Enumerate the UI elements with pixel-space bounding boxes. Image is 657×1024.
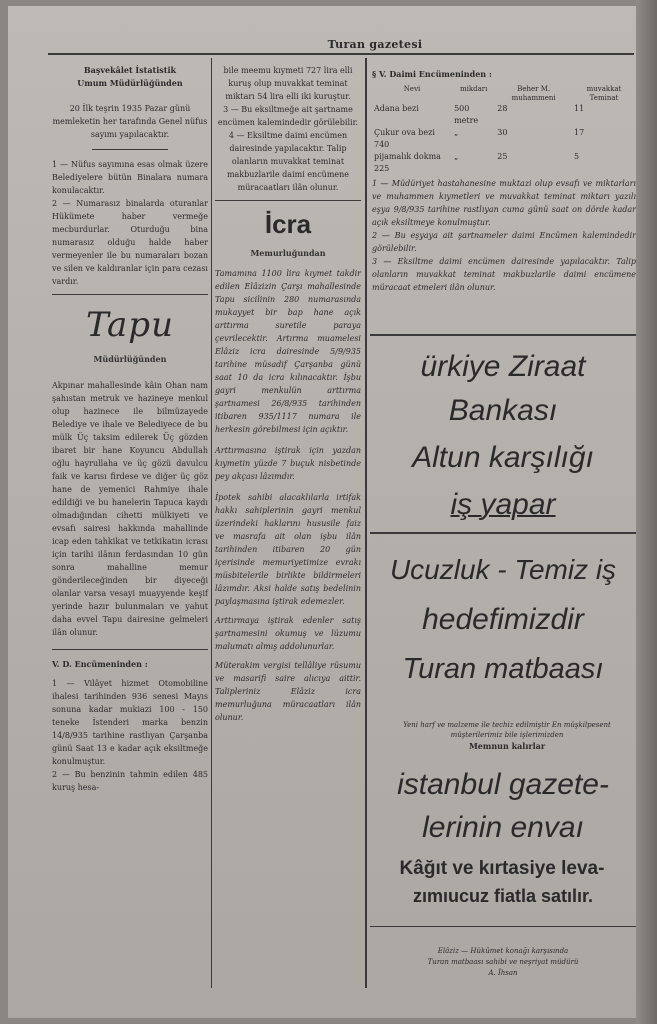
column-divider-2 [365,58,367,988]
column-3 [372,68,636,294]
column-divider-1 [211,58,212,988]
auction-item: 4 — Eksiltme daimi encümen dairesinde yapılacaktır. Talip olanların muvakkat teminat makbuzlarile daimi encümene müracaatları ilân olunur. [226,131,350,192]
encumen-item: 1 — Vilâyet hizmet Otomobiline ihalesi tarihinden 936 senesi Mayıs sonuna kadar mukiazi 100 - 150 teneke İstenderi marka benzin 14/8/935 tarihine rastlıyan Çarşanba günü Saat 13 e kadar açık eksiltmeğe konulmuştur. [52,679,208,766]
newspaper-page [8,6,636,1018]
statistics-notice-item: 1 — Nüfus sayımına esas olmak üzere Belediyelere bütün Binalara numara konulacaktır. [52,160,208,195]
table-header: Nevi [403,85,421,93]
imprint [370,946,636,979]
column-2 [215,64,361,724]
daimi-encumen-item: 3 — Eksiltme daimi encümen dairesinde yapılacaktır. Talip olanların muvakkat teminat makbuzlarile daimi encümene müracaat etmeleri ilân olunur. [372,257,636,292]
turan-ad-body-wrap [380,720,634,753]
encumen-heading: V. D. Encümeninden : [52,659,148,669]
table-row [372,151,636,175]
table-row [372,103,636,127]
table-header: muvakkat Teminat [586,85,622,102]
table-cell: „ [454,152,459,161]
table-cell: 28 [497,104,508,113]
tapu-title: Tapu [86,305,174,345]
table-cell: 17 [574,128,585,137]
turan-ad-bold: Memnun kalırlar [468,741,546,751]
table-cell: 25 [497,152,508,161]
kagit-ad-line2: zımıucuz fiatla satılır. [412,886,594,906]
imprint-line: Turan matbaası sahibi ve neşriyat müdürü [427,958,579,966]
section-rule [370,334,636,336]
icra-body: Tamamına 1100 lira kıymet takdir edilen Elâzizin Çarşı mahallesinde Tapu sicilinin 280 numarasında mukayyet bir bap hane açık arttırma suretile paraya çevrilecektir. Artırma muamelesi Elâziz icra dairesinde 5/9/935 tarihine müsadif Çarşanba günü saat 10 da icra kılınacaktır. İşbu gayri menkulün arttırma şartnamesi 26/8/935 tarihinden itibaren 935/1117 numara ile herkesin görebilmesi için açıktır. [215,269,361,434]
newspaper-title: Turan gazetesi [327,38,423,51]
table-cell: 5 [574,152,580,161]
table-row [372,127,636,151]
table-header: Beher M. muhammeni [511,85,556,102]
section-rule [52,649,208,650]
page-edge-shadow [636,0,657,1024]
icra-title: İcra [264,209,312,239]
turan-ad-line1: Ucuzluk - Temiz iş [389,554,617,585]
daimi-encumen-item: 1 — Müdüriyet hastahanesine muktazi olup evsafı ve miktarları ve muhammen kıymetleri ve muvakkat teminat miktarı yazılı eşya 9/8/935 tarihine rastlıyan cuma günü saat on dörde kadar açık eksiltmeye konulmuştur. [372,179,636,227]
icra-paragraph: Arttırmaya iştirak edenler satış şartnamesini okumuş ve lüzumu malumatı almış addolunurlar. [215,616,361,651]
turan-ad-line3: Turan matbaası [402,653,604,685]
table-cell: pijamalık dokma 225 [374,152,441,173]
ziraat-ad-line3: Altun karşılığı [412,441,594,474]
kagit-ad-line1: Kâğıt ve kırtasiye leva- [399,858,605,879]
imprint-line: A. İhsan [488,969,518,977]
istanbul-ad-line1: istanbul gazete- [397,768,609,801]
imprint-line: Elâziz — Hükûmet konağı karşısında [437,947,569,955]
table-cell: Adana bezi [374,104,419,113]
footer-rule [370,926,636,927]
icra-paragraph: İpotek sahibi alacaklılarla irtifak hakkı sahiplerinin gayri menkul üzerindeki haklarını hususile faiz ve masrafa ait olan işbu ilân tarihinden itibaren 20 gün içerisinde memuriyetimize evrakı müsbitelerile birlikte bildirmeleri lâzımdır. Aksi halde satış bedelinin paylaşmasına iştirak edemezler. [215,493,361,606]
encumen-item: 2 — Bu benzinin tahmin edilen 485 kuruş hesa- [52,770,208,792]
ziraat-ad-line2: Bankası [448,394,558,427]
tapu-body: Akpınar mahallesinde kâin Ohan nam şahıstan metruk ve hazineye menkul olup hazinece ile bilmüzayede Belediye ve ihale ve Belediyece de bu mülk Üç taksim edilerek Üç gözden ibaret bir hane Koyuncu Abdullah oğlu hayrullaha ve üç gözü davulcu faik ve karısı firdese ve diğer üç göz hane de yemenici Rahmiye ihale edildiği ve bu hanelerin Tapuca kaydı olmadığından cihetti mülkiyeti ve evsafı sairesi hakkında mahallinde icap eden tahkikat ve tetkikatın icrası için tarihi ilânın ferdasından 10 gün sonra mahalline memur gönderileceğinden bir diyeceği olanlar varsa vesayi muayyende keşif yerinde hazır bulunmaları ve yahut daha evvel Tapu dairesine gelmeleri ilân olunur. [52,381,208,637]
table-cell: 11 [574,104,585,113]
auction-item: 3 — Bu eksiltmeğe ait şartname encümen kalemindedir görülebilir. [217,105,359,127]
icra-paragraph: Müterakim vergisi tellâliye rüsumu ve masarifi saire alıcıya aittir. Talipleriniz Elâziz icra memurluğuna müracaatları ilân olunur. [215,661,361,722]
turan-ad-line2: hedefimizdir [422,603,584,636]
table-header: mikdarı [460,85,488,93]
istanbul-ad-line2: lerinin envaı [422,811,584,844]
ziraat-ad-line1: ürkiye Ziraat [420,350,586,383]
header-rule [48,53,634,55]
notice-divider [92,149,168,150]
auction-continuation: bile meemu kıymeti 727 lira elli kuruş olup muvakkat teminat miktarı 54 lira elli iki kuruştur. [223,66,353,101]
icra-paragraph: Arttırmasına iştirak için yazdan kıymetin yüzde 7 buçuk nisbetinde pey akçası lâzımdır. [215,446,361,481]
table-cell: Çukur ova bezi 740 [374,128,435,149]
section-rule [52,294,208,295]
daimi-encumen-item: 2 — Bu eşyaya ait şartnameler daimi Encümen kalemindedir görülebilir. [372,231,636,253]
ziraat-ad-line4: iş yapar [450,488,556,521]
statistics-notice-heading-line2: Umum Müdürlüğünden [77,78,183,88]
table-cell: „ [454,128,459,137]
turan-ad-body: Yeni harf ve malzeme ile techiz edilmiştir En müşkilpesent müşterilerimiz bile işlerimizden [403,721,611,739]
section-rule [370,532,636,534]
section-rule [215,200,361,201]
table-cell: 500 metre [454,104,479,125]
supply-table [372,85,636,175]
statistics-notice-body: 20 İlk teşrin 1935 Pazar günü memleketin her tarafında Genel nüfus sayımı yapılacaktır. [52,104,208,139]
statistics-notice-heading-line1: Başvekâlet İstatistik [83,65,177,75]
icra-subtitle: Memurluğundan [250,248,326,258]
column-1 [52,64,208,794]
daimi-encumen-heading: § V. Daimi Encümeninden : [372,69,492,79]
statistics-notice-item: 2 — Numarasız binalarda oturanlar Hükümete haber vermeğe mecburdurlar. Oturduğu bina numarasız olduğu halde haber vermeyenler ile bu numaraları bozan ve silen ve kaldıranlar için para cezası vardır. [52,199,208,286]
tapu-subtitle: Müdürlüğünden [93,354,167,364]
table-cell: 30 [497,128,508,137]
